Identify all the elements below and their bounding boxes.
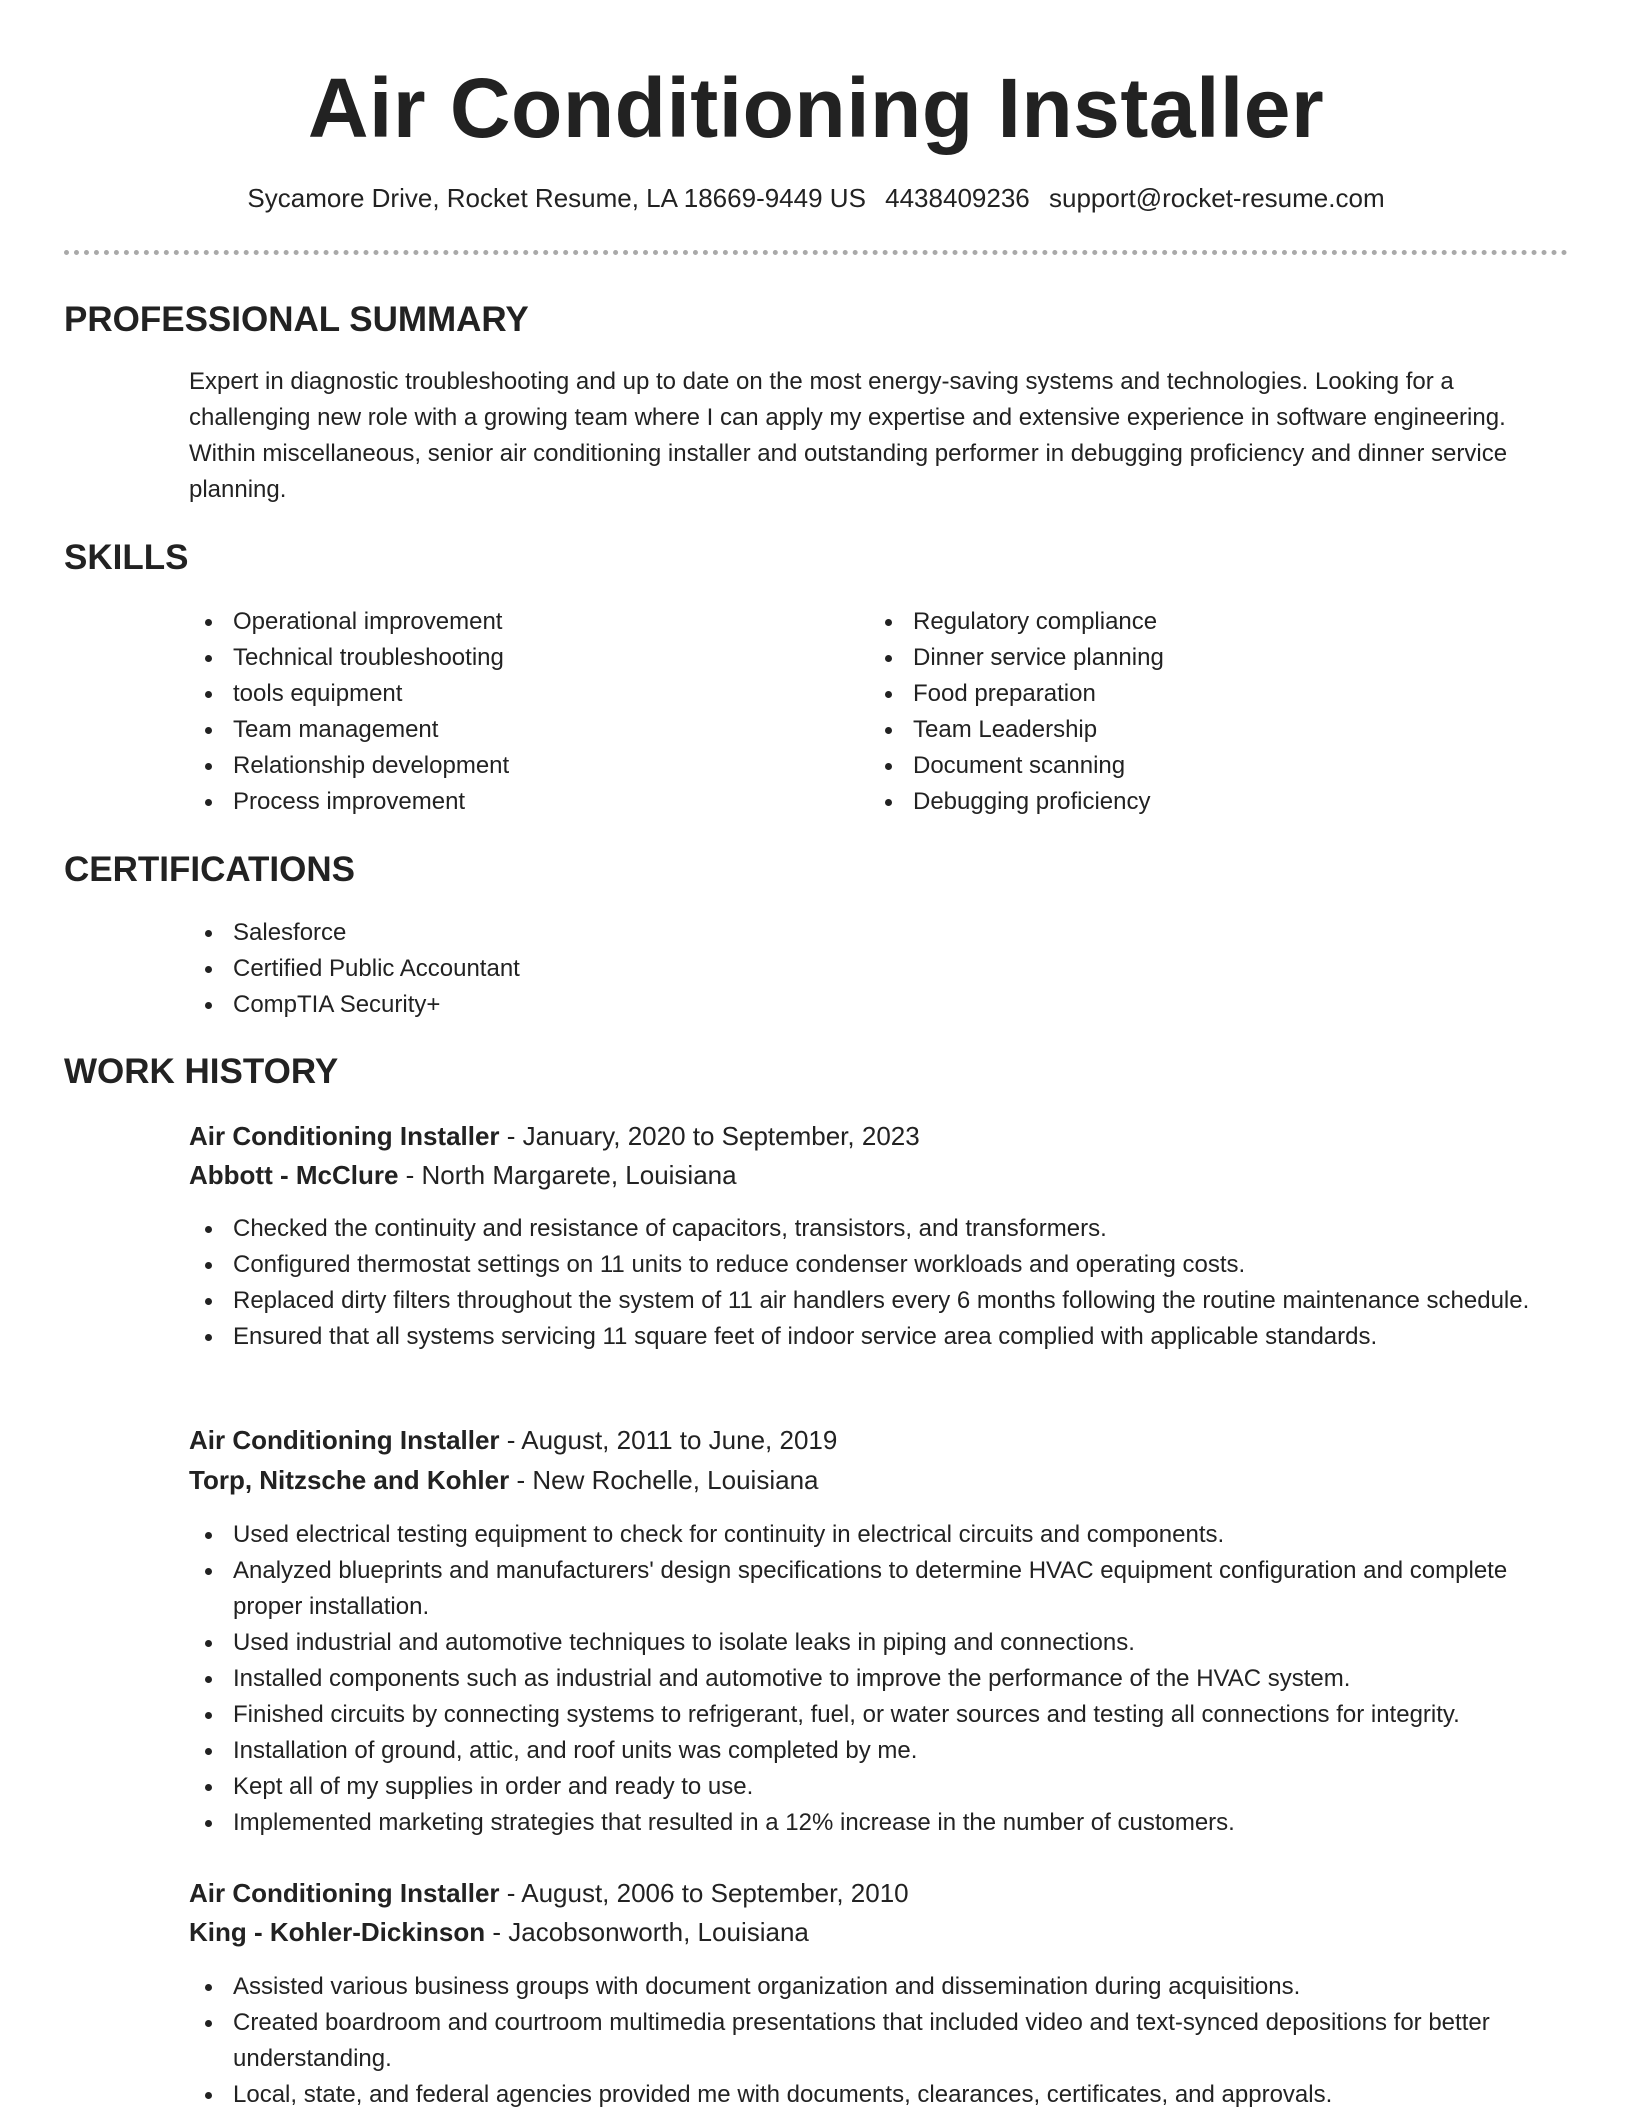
job-company: Torp, Nitzsche and Kohler xyxy=(189,1465,510,1495)
resume-name: Air Conditioning Installer xyxy=(307,61,1325,155)
summary-text: Expert in diagnostic troubleshooting and up to date on the most energy-saving systems and technologies. Looking for a challenging new role with a growing team where I can apply my expertise and extensive experience in software engineering. Within miscellaneous, senior air conditioning installer and outstanding performer in debugging proficiency and dinner service planning. xyxy=(189,368,1508,503)
contact-phone: 4438409236 xyxy=(885,183,1030,213)
job-company-line xyxy=(189,1914,809,1950)
list-item: Process improvement xyxy=(189,784,829,820)
list-item: Configured thermostat settings on 11 units to reduce condenser workloads and operating costs. xyxy=(189,1247,1569,1283)
job-role: Air Conditioning Installer xyxy=(189,1121,500,1151)
list-item: Regulatory compliance xyxy=(869,604,1509,640)
list-item: Ensured that all systems servicing 11 square feet of indoor service area complied with applicable standards. xyxy=(189,1319,1569,1355)
job-dates: January, 2020 to September, 2023 xyxy=(522,1121,920,1151)
list-item: Dinner service planning xyxy=(869,640,1509,676)
job-company-line xyxy=(189,1157,737,1193)
job-company: Abbott - McClure xyxy=(189,1160,399,1190)
skills-list-left xyxy=(189,604,829,820)
job-company: King - Kohler-Dickinson xyxy=(189,1917,486,1947)
list-item: Used electrical testing equipment to check for continuity in electrical circuits and components. xyxy=(189,1517,1569,1553)
job-title-line xyxy=(189,1875,909,1911)
list-item: Used industrial and automotive techniques to isolate leaks in piping and connections. xyxy=(189,1625,1569,1661)
job-bullets xyxy=(189,1517,1569,1841)
list-item: Technical troubleshooting xyxy=(189,640,829,676)
separator: - xyxy=(509,1465,533,1495)
list-item: Installation of ground, attic, and roof units was completed by me. xyxy=(189,1733,1569,1769)
list-item: Debugging proficiency xyxy=(869,784,1509,820)
header-divider xyxy=(64,250,1568,255)
list-item: Assisted various business groups with document organization and dissemination during acquisitions. xyxy=(189,1969,1569,2005)
list-item: Team management xyxy=(189,712,829,748)
list-item: Created boardroom and courtroom multimedia presentations that included video and text-synced depositions for better understanding. xyxy=(189,2005,1569,2077)
job-bullets xyxy=(189,1969,1569,2113)
job-title-line xyxy=(189,1118,920,1154)
job-dates: August, 2006 to September, 2010 xyxy=(521,1878,909,1908)
contact-line xyxy=(0,180,1632,216)
list-item: tools equipment xyxy=(189,676,829,712)
list-item: Certified Public Accountant xyxy=(189,951,1569,987)
job-dates: August, 2011 to June, 2019 xyxy=(521,1425,838,1455)
contact-address: Sycamore Drive, Rocket Resume, LA 18669-9449 US xyxy=(247,183,866,213)
section-title-work-history: WORK HISTORY xyxy=(64,1052,339,1091)
job-location: New Rochelle, Louisiana xyxy=(532,1465,819,1495)
job-location: Jacobsonworth, Louisiana xyxy=(508,1917,809,1947)
separator: - xyxy=(398,1160,422,1190)
job-role: Air Conditioning Installer xyxy=(189,1878,500,1908)
job-title-line xyxy=(189,1422,837,1458)
list-item: Analyzed blueprints and manufacturers' design specifications to determine HVAC equipment configuration and complete proper installation. xyxy=(189,1553,1569,1625)
list-item: Document scanning xyxy=(869,748,1509,784)
separator: - xyxy=(499,1121,523,1151)
list-item: Kept all of my supplies in order and ready to use. xyxy=(189,1769,1569,1805)
section-title-certifications: CERTIFICATIONS xyxy=(64,850,356,889)
job-role: Air Conditioning Installer xyxy=(189,1425,500,1455)
list-item: Food preparation xyxy=(869,676,1509,712)
separator: - xyxy=(499,1878,522,1908)
list-item: Team Leadership xyxy=(869,712,1509,748)
separator: - xyxy=(499,1425,522,1455)
job-bullets xyxy=(189,1211,1569,1355)
list-item: Replaced dirty filters throughout the system of 11 air handlers every 6 months following the routine maintenance schedule. xyxy=(189,1283,1569,1319)
list-item: Local, state, and federal agencies provided me with documents, clearances, certificates, and approvals. xyxy=(189,2077,1569,2113)
list-item: Installed components such as industrial and automotive to improve the performance of the HVAC system. xyxy=(189,1661,1569,1697)
list-item: CompTIA Security+ xyxy=(189,987,1569,1023)
separator: - xyxy=(485,1917,509,1947)
certifications-list xyxy=(189,915,1569,1023)
list-item: Operational improvement xyxy=(189,604,829,640)
contact-email: support@rocket-resume.com xyxy=(1048,183,1385,213)
list-item: Implemented marketing strategies that resulted in a 12% increase in the number of customers. xyxy=(189,1805,1569,1841)
list-item: Checked the continuity and resistance of capacitors, transistors, and transformers. xyxy=(189,1211,1569,1247)
job-company-line xyxy=(189,1462,819,1498)
list-item: Salesforce xyxy=(189,915,1569,951)
section-title-skills: SKILLS xyxy=(64,538,189,577)
job-location: North Margarete, Louisiana xyxy=(421,1160,737,1190)
list-item: Finished circuits by connecting systems to refrigerant, fuel, or water sources and testing all connections for integrity. xyxy=(189,1697,1569,1733)
skills-list-right xyxy=(869,604,1509,820)
list-item: Relationship development xyxy=(189,748,829,784)
section-title-summary: PROFESSIONAL SUMMARY xyxy=(64,300,529,339)
